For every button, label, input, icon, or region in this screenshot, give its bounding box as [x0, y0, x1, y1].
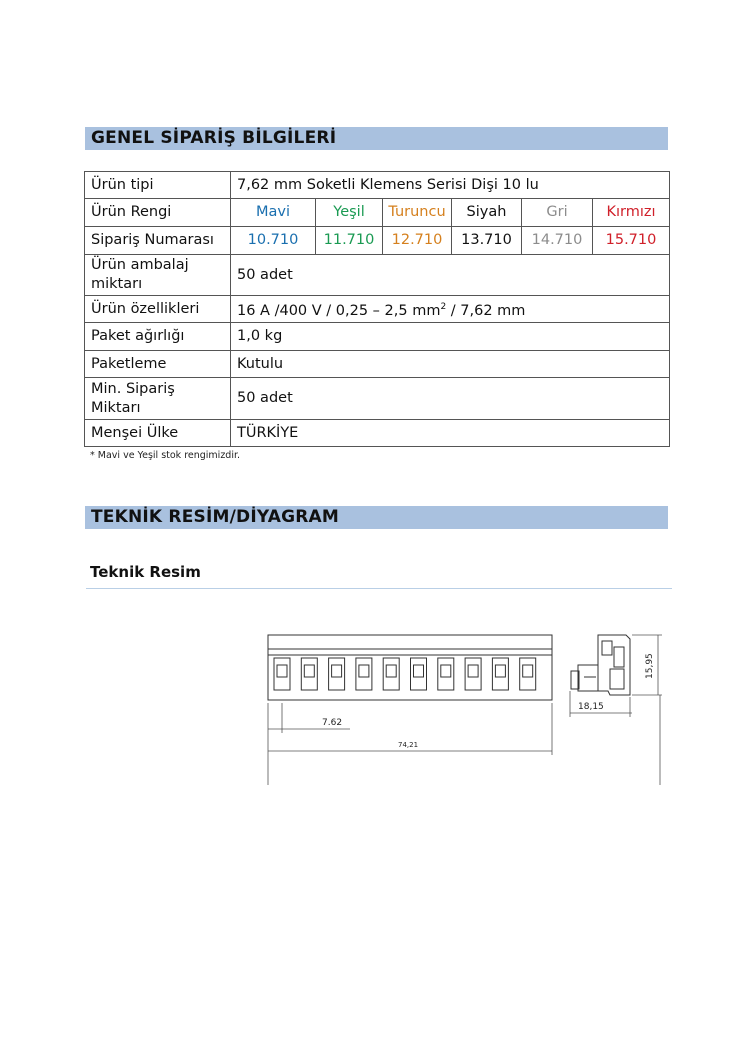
connector-side-view — [571, 635, 630, 695]
row-value — [231, 296, 670, 323]
spec-text-end: / 7,62 mm — [446, 302, 526, 319]
row-ambalaj — [85, 255, 670, 296]
terminal-screw — [523, 665, 533, 677]
order-code-turuncu: 12.710 — [383, 227, 452, 255]
section-title: GENEL SİPARİŞ BİLGİLERİ — [91, 128, 337, 148]
spec-text: 16 A /400 V / 0,25 – 2,5 mm — [237, 302, 441, 319]
section-title: TEKNİK RESİM/DİYAGRAM — [91, 507, 340, 527]
order-code-yesil: 11.710 — [316, 227, 383, 255]
dim-height: 15,95 — [645, 653, 655, 679]
row-value: 1,0 kg — [231, 323, 670, 351]
row-label: Ürün tipi — [85, 172, 231, 199]
terminal-slot — [520, 658, 536, 690]
row-value: 50 adet — [231, 378, 670, 420]
row-paketleme — [85, 351, 670, 378]
row-value: Kutulu — [231, 351, 670, 378]
row-label: Min. Sipariş Miktarı — [85, 378, 231, 420]
row-urun-rengi — [85, 199, 670, 227]
color-name-mavi: Mavi — [231, 199, 316, 227]
dim-length: 74,21 — [398, 741, 419, 749]
color-name-siyah: Siyah — [452, 199, 522, 227]
row-label: Menşei Ülke — [85, 420, 231, 447]
terminal-slot — [411, 658, 427, 690]
terminal-slot — [329, 658, 345, 690]
terminal-screw — [304, 665, 314, 677]
terminal-screw — [277, 665, 287, 677]
terminal-screw — [386, 665, 396, 677]
terminal-slots — [274, 658, 536, 690]
terminal-slot — [274, 658, 290, 690]
row-min-siparis — [85, 378, 670, 420]
terminal-screw — [441, 665, 451, 677]
terminal-slot — [492, 658, 508, 690]
color-name-gri: Gri — [522, 199, 593, 227]
row-urun-tipi — [85, 172, 670, 199]
spec-superscript: 2 — [440, 301, 447, 312]
stock-color-note: * Mavi ve Yeşil stok rengimizdir. — [90, 450, 241, 461]
color-name-yesil: Yeşil — [316, 199, 383, 227]
row-label: Ürün Rengi — [85, 199, 231, 227]
terminal-slot — [465, 658, 481, 690]
row-value: 50 adet — [231, 255, 670, 296]
dim-depth: 18,15 — [578, 702, 604, 712]
terminal-screw — [414, 665, 424, 677]
row-agirlik — [85, 323, 670, 351]
order-code-siyah: 13.710 — [452, 227, 522, 255]
order-info-table — [84, 171, 670, 447]
row-label: Ürün özellikleri — [85, 296, 231, 323]
terminal-screw — [468, 665, 478, 677]
section-header-teknik-resim — [85, 506, 668, 529]
row-label: Sipariş Numarası — [85, 227, 231, 255]
order-code-mavi: 10.710 — [231, 227, 316, 255]
dim-pitch: 7.62 — [322, 718, 343, 728]
row-ozellikler — [85, 296, 670, 323]
subheading-divider — [86, 588, 672, 589]
technical-drawing — [260, 625, 670, 790]
row-mensei — [85, 420, 670, 447]
row-label: Ürün ambalaj miktarı — [85, 255, 231, 296]
order-code-gri: 14.710 — [522, 227, 593, 255]
terminal-screw — [495, 665, 505, 677]
terminal-slot — [383, 658, 399, 690]
terminal-screw — [359, 665, 369, 677]
row-value: TÜRKİYE — [231, 420, 670, 447]
subheading-teknik-resim: Teknik Resim — [90, 563, 201, 581]
section-header-genel-siparis — [85, 127, 668, 150]
terminal-slot — [301, 658, 317, 690]
order-code-kirmizi: 15.710 — [593, 227, 670, 255]
terminal-slot — [438, 658, 454, 690]
row-label: Paketleme — [85, 351, 231, 378]
row-label: Paket ağırlığı — [85, 323, 231, 351]
row-value: 7,62 mm Soketli Klemens Serisi Dişi 10 lu — [231, 172, 670, 199]
terminal-screw — [332, 665, 342, 677]
row-siparis-numarasi — [85, 227, 670, 255]
terminal-slot — [356, 658, 372, 690]
connector-front-view — [268, 635, 552, 700]
color-name-turuncu: Turuncu — [383, 199, 452, 227]
color-name-kirmizi: Kırmızı — [593, 199, 670, 227]
